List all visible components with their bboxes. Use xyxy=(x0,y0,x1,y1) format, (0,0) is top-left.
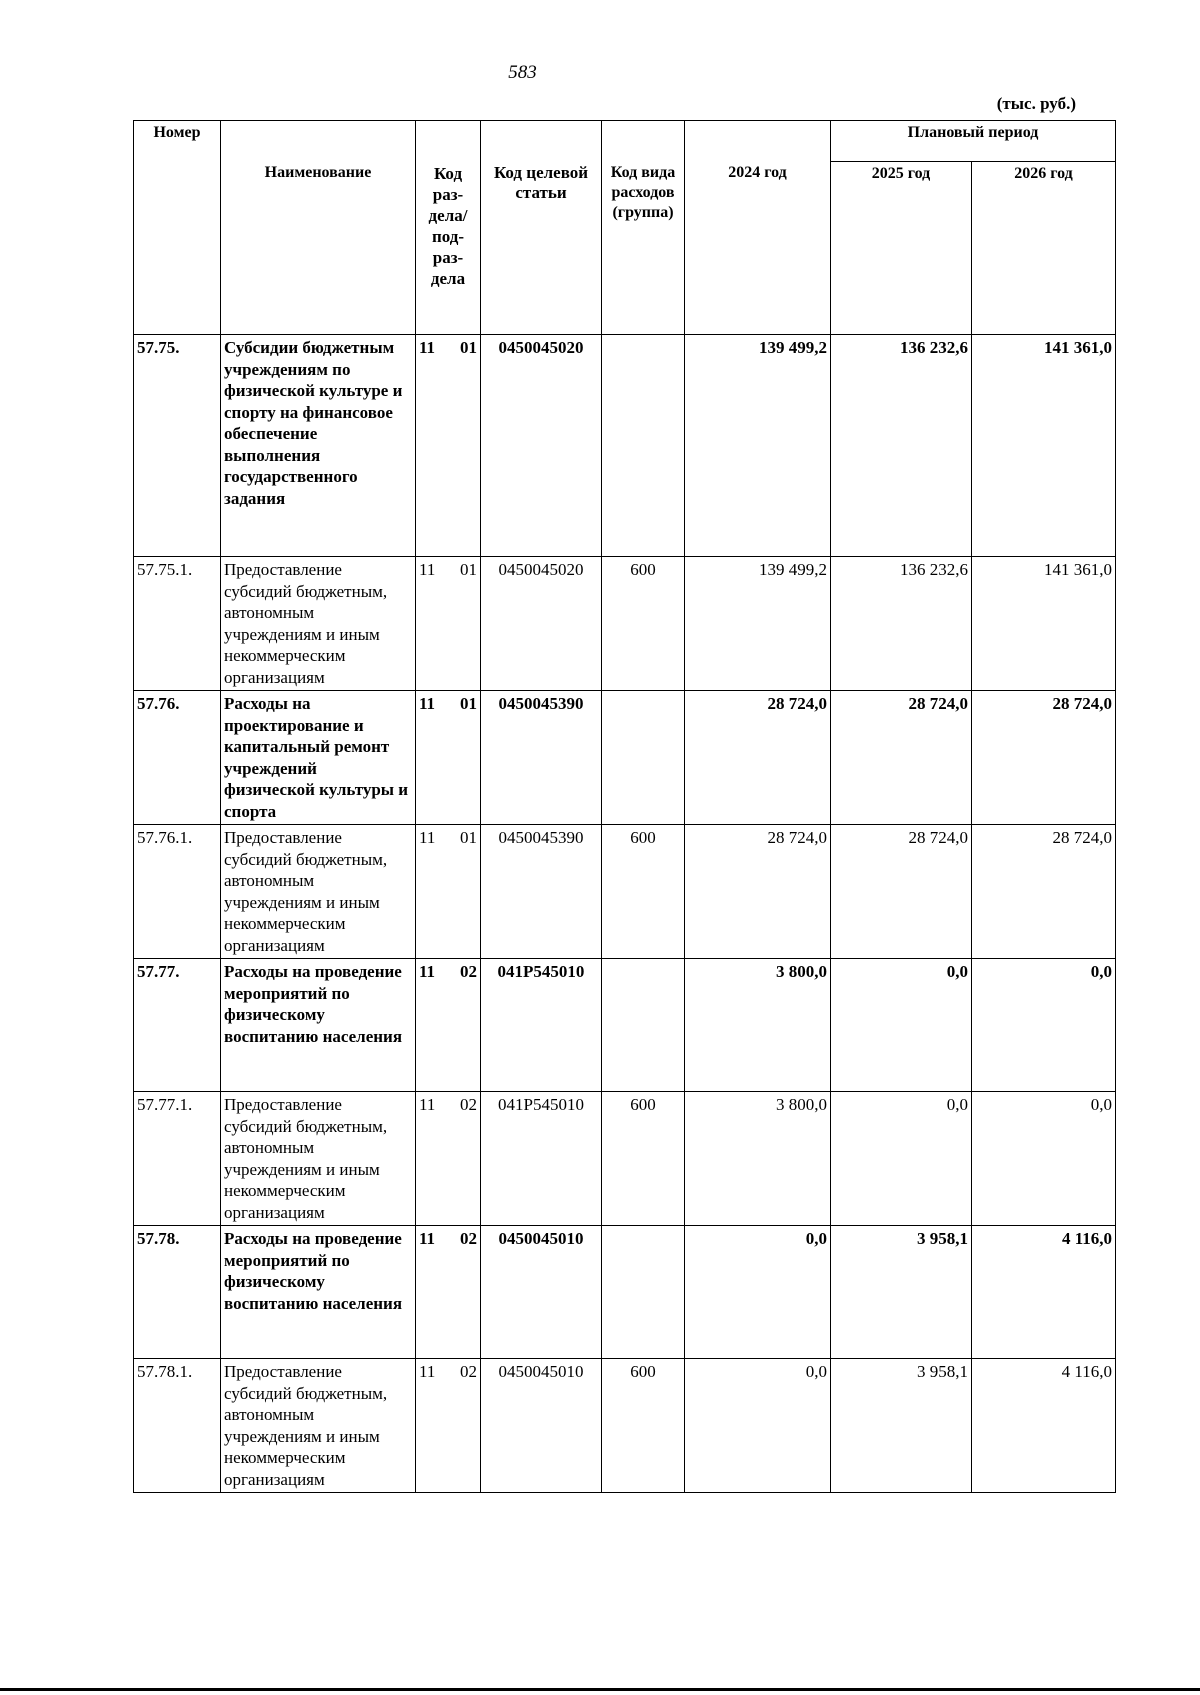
row-target-code: 041P545010 xyxy=(481,959,602,1092)
row-expense-type xyxy=(602,691,685,825)
row-target-code: 0450045010 xyxy=(481,1359,602,1493)
budget-table xyxy=(133,120,1116,1493)
row-number: 57.77.1. xyxy=(134,1092,221,1226)
row-expense-type: 600 xyxy=(602,825,685,959)
row-2024: 3 800,0 xyxy=(685,1092,831,1226)
row-2025: 136 232,6 xyxy=(831,557,972,691)
row-expense-type xyxy=(602,1226,685,1359)
subsection-code: 01 xyxy=(460,694,477,713)
row-2024: 3 800,0 xyxy=(685,959,831,1092)
row-expense-type xyxy=(602,959,685,1092)
row-name: Предоставление субсидий бюджетным, автономным учреждениям и иным некоммерческим организациям xyxy=(221,1092,416,1226)
header-expense-type: Код вида расходов (группа) xyxy=(602,121,685,335)
row-target-code: 0450045020 xyxy=(481,335,602,557)
row-number: 57.77. xyxy=(134,959,221,1092)
section-code: 11 xyxy=(419,962,436,981)
row-number: 57.78. xyxy=(134,1226,221,1359)
header-target-code: Код целевой статьи xyxy=(481,121,602,335)
subsection-code: 01 xyxy=(460,828,477,847)
row-name: Расходы на проведение мероприятий по физическому воспитанию населения xyxy=(221,1226,416,1359)
row-2026: 28 724,0 xyxy=(972,691,1116,825)
header-planned-period: Плановый период xyxy=(831,121,1116,162)
row-2024: 0,0 xyxy=(685,1359,831,1493)
row-section-code xyxy=(416,1226,481,1359)
subsection-code: 02 xyxy=(460,1362,477,1381)
table-row xyxy=(134,1092,1116,1226)
section-code: 11 xyxy=(419,338,436,357)
row-section-code xyxy=(416,959,481,1092)
table-body xyxy=(134,335,1116,1493)
row-number: 57.75.1. xyxy=(134,557,221,691)
subsection-code: 02 xyxy=(460,1095,477,1114)
page-number: 583 xyxy=(508,62,537,83)
row-2025: 28 724,0 xyxy=(831,691,972,825)
row-name: Расходы на проведение мероприятий по физическому воспитанию населения xyxy=(221,959,416,1092)
row-section-code xyxy=(416,557,481,691)
row-expense-type: 600 xyxy=(602,557,685,691)
table-row xyxy=(134,959,1116,1092)
bottom-scan-edge xyxy=(0,1688,1200,1691)
section-code: 11 xyxy=(419,1095,436,1114)
section-code: 11 xyxy=(419,1362,436,1381)
row-target-code: 0450045390 xyxy=(481,691,602,825)
row-target-code: 0450045010 xyxy=(481,1226,602,1359)
row-2024: 139 499,2 xyxy=(685,557,831,691)
row-name: Субсидии бюджетным учреждениям по физической культуре и спорту на финансовое обеспечение выполнения государственного задания xyxy=(221,335,416,557)
table-row xyxy=(134,557,1116,691)
section-code: 11 xyxy=(419,1229,436,1248)
table-row xyxy=(134,1226,1116,1359)
subsection-code: 01 xyxy=(460,338,477,357)
row-2024: 0,0 xyxy=(685,1226,831,1359)
row-2025: 28 724,0 xyxy=(831,825,972,959)
row-2024: 28 724,0 xyxy=(685,691,831,825)
row-section-code xyxy=(416,691,481,825)
row-2026: 4 116,0 xyxy=(972,1226,1116,1359)
row-2025: 0,0 xyxy=(831,959,972,1092)
row-2025: 0,0 xyxy=(831,1092,972,1226)
subsection-code: 02 xyxy=(460,1229,477,1248)
row-name: Предоставление субсидий бюджетным, автономным учреждениям и иным некоммерческим организациям xyxy=(221,557,416,691)
row-2026: 0,0 xyxy=(972,1092,1116,1226)
header-name: Наименование xyxy=(221,121,416,335)
row-number: 57.75. xyxy=(134,335,221,557)
row-number: 57.78.1. xyxy=(134,1359,221,1493)
section-code: 11 xyxy=(419,694,436,713)
row-section-code xyxy=(416,335,481,557)
row-2026: 141 361,0 xyxy=(972,557,1116,691)
section-code: 11 xyxy=(419,828,436,847)
row-2026: 4 116,0 xyxy=(972,1359,1116,1493)
header-2025: 2025 год xyxy=(831,162,972,335)
row-2024: 28 724,0 xyxy=(685,825,831,959)
row-section-code xyxy=(416,1092,481,1226)
row-expense-type: 600 xyxy=(602,1092,685,1226)
row-2026: 28 724,0 xyxy=(972,825,1116,959)
row-section-code xyxy=(416,825,481,959)
row-name: Расходы на проектирование и капитальный ремонт учреждений физической культуры и спорта xyxy=(221,691,416,825)
subsection-code: 02 xyxy=(460,962,477,981)
row-name: Предоставление субсидий бюджетным, автономным учреждениям и иным некоммерческим организациям xyxy=(221,1359,416,1493)
section-code: 11 xyxy=(419,560,436,579)
header-section-code: Код раз-дела/ под-раз-дела xyxy=(416,121,481,335)
row-2025: 3 958,1 xyxy=(831,1359,972,1493)
table-row xyxy=(134,691,1116,825)
header-2026: 2026 год xyxy=(972,162,1116,335)
row-2025: 136 232,6 xyxy=(831,335,972,557)
row-expense-type xyxy=(602,335,685,557)
header-number: Номер xyxy=(134,121,221,335)
row-number: 57.76.1. xyxy=(134,825,221,959)
row-2026: 141 361,0 xyxy=(972,335,1116,557)
row-2025: 3 958,1 xyxy=(831,1226,972,1359)
row-section-code xyxy=(416,1359,481,1493)
table-row xyxy=(134,335,1116,557)
row-number: 57.76. xyxy=(134,691,221,825)
row-target-code: 0450045020 xyxy=(481,557,602,691)
table-row xyxy=(134,1359,1116,1493)
row-target-code: 0450045390 xyxy=(481,825,602,959)
row-expense-type: 600 xyxy=(602,1359,685,1493)
row-2024: 139 499,2 xyxy=(685,335,831,557)
units-label: (тыс. руб.) xyxy=(996,94,1076,113)
table-row xyxy=(134,825,1116,959)
row-name: Предоставление субсидий бюджетным, автономным учреждениям и иным некоммерческим организациям xyxy=(221,825,416,959)
header-2024: 2024 год xyxy=(685,121,831,335)
subsection-code: 01 xyxy=(460,560,477,579)
row-target-code: 041P545010 xyxy=(481,1092,602,1226)
row-2026: 0,0 xyxy=(972,959,1116,1092)
